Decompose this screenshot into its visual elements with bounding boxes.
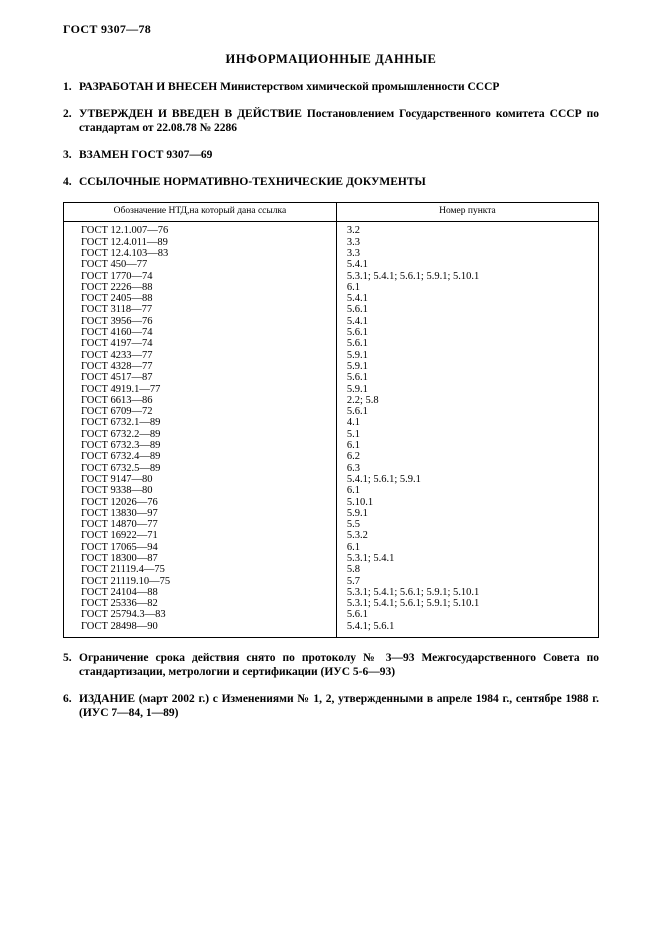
clause-number: 6.1	[346, 281, 360, 293]
column-header-designation: Обозначение НТД,на который дана ссылка	[64, 203, 337, 222]
ntd-designation: ГОСТ 21119.4—75	[64, 564, 337, 575]
item-text: ИЗДАНИЕ (март 2002 г.) с Изменениями № 1, 2, утвержденными в апреле 1984 г., сентябре 1988 г. (ИУС 7—84, 1—89)	[79, 693, 599, 720]
item-text: ВЗАМЕН ГОСТ 9307—69	[79, 149, 213, 162]
ntd-designation: ГОСТ 1770—74	[64, 271, 337, 282]
clause-number: 4.1	[346, 417, 360, 429]
clause-number: 5.7	[346, 575, 360, 587]
table-row	[64, 282, 599, 293]
table-row	[64, 508, 599, 519]
ntd-designation: ГОСТ 4919.1—77	[64, 384, 337, 395]
clause-number: 6.3	[346, 462, 360, 474]
table-row	[64, 598, 599, 609]
clause-number: 5.3.1; 5.4.1; 5.6.1; 5.9.1; 5.10.1	[346, 586, 480, 598]
table-row	[64, 338, 599, 349]
table-row	[64, 576, 599, 587]
list-item-4	[63, 175, 599, 189]
ntd-designation: ГОСТ 4197—74	[64, 338, 337, 349]
item-text: Ограничение срока действия снято по протоколу № 3—93 Межгосударственного Совета по стандартизации, метрологии и сертификации (ИУС 5-6—93)	[79, 652, 599, 679]
table-row	[64, 222, 599, 237]
ntd-designation: ГОСТ 6732.1—89	[64, 417, 337, 428]
item-text: ССЫЛОЧНЫЕ НОРМАТИВНО-ТЕХНИЧЕСКИЕ ДОКУМЕНТЫ	[79, 176, 426, 189]
ntd-designation: ГОСТ 6732.4—89	[64, 451, 337, 462]
ntd-designation: ГОСТ 16922—71	[64, 530, 337, 541]
clause-number: 3.3	[346, 247, 360, 259]
table-row	[64, 417, 599, 428]
clause-number: 5.6.1	[346, 609, 368, 621]
table-row	[64, 372, 599, 383]
clause-number: 5.6.1	[346, 304, 368, 316]
clause-number: 5.3.2	[346, 530, 368, 542]
ntd-designation: ГОСТ 12.4.011—89	[64, 237, 337, 248]
ntd-designation: ГОСТ 6732.3—89	[64, 440, 337, 451]
clause-number: 3.3	[346, 236, 360, 248]
ntd-designation: ГОСТ 4517—87	[64, 372, 337, 383]
clause-number: 5.4.1	[346, 315, 368, 327]
clause-number: 5.3.1; 5.4.1; 5.6.1; 5.9.1; 5.10.1	[346, 270, 480, 282]
table-row	[64, 350, 599, 361]
references-table	[63, 202, 599, 638]
ntd-designation: ГОСТ 25336—82	[64, 598, 337, 609]
list-item-5	[63, 651, 599, 679]
column-header-clause: Номер пункта	[336, 203, 598, 222]
table-row	[64, 406, 599, 417]
ntd-designation: ГОСТ 25794.3—83	[64, 609, 337, 620]
clause-number: 5.8	[346, 564, 360, 576]
clause-number: 5.9.1	[346, 349, 368, 361]
table-row	[64, 497, 599, 508]
ntd-designation: ГОСТ 6613—86	[64, 395, 337, 406]
item-number: 5.	[63, 652, 72, 665]
clause-number: 6.1	[346, 485, 360, 497]
ntd-designation: ГОСТ 28498—90	[64, 621, 337, 638]
clause-number: 5.6.1	[346, 338, 368, 350]
ntd-designation: ГОСТ 3956—76	[64, 316, 337, 327]
references-table-header	[64, 203, 599, 222]
ntd-designation: ГОСТ 24104—88	[64, 587, 337, 598]
clause-number: 5.9.1	[346, 507, 368, 519]
ntd-designation: ГОСТ 9338—80	[64, 485, 337, 496]
ntd-designation: ГОСТ 17065—94	[64, 542, 337, 553]
list-item-2	[63, 107, 599, 135]
clause-number: 3.2	[346, 225, 360, 237]
table-row	[64, 451, 599, 462]
clause-number: 5.9.1	[346, 383, 368, 395]
clause-number: 5.10.1	[346, 496, 374, 508]
ntd-designation: ГОСТ 450—77	[64, 259, 337, 270]
clause-number: 5.4.1	[346, 293, 368, 305]
references-table-body	[64, 222, 599, 638]
table-row	[64, 519, 599, 530]
table-row	[64, 248, 599, 259]
ntd-designation: ГОСТ 12.4.103—83	[64, 248, 337, 259]
table-row	[64, 474, 599, 485]
table-row	[64, 485, 599, 496]
list-item-3	[63, 148, 599, 162]
clause-number: 5.3.1; 5.4.1; 5.6.1; 5.9.1; 5.10.1	[346, 598, 480, 610]
table-row	[64, 429, 599, 440]
item-number: 4.	[63, 176, 72, 189]
clause-number: 6.2	[346, 451, 360, 463]
clause-number: 5.6.1	[346, 372, 368, 384]
table-row	[64, 440, 599, 451]
item-text: РАЗРАБОТАН И ВНЕСЕН Министерством химической промышленности СССР	[79, 81, 500, 93]
clause-number: 2.2; 5.8	[346, 394, 379, 406]
ntd-designation: ГОСТ 3118—77	[64, 304, 337, 315]
table-row	[64, 293, 599, 304]
clause-number: 5.3.1; 5.4.1	[346, 552, 395, 564]
clause-number: 5.5	[346, 519, 360, 531]
table-row	[64, 361, 599, 372]
item-number: 1.	[63, 81, 72, 93]
ntd-designation: ГОСТ 6709—72	[64, 406, 337, 417]
clause-number: 5.6.1	[346, 406, 368, 418]
ntd-designation: ГОСТ 12026—76	[64, 497, 337, 508]
item-number: 3.	[63, 149, 72, 162]
page-title: ИНФОРМАЦИОННЫЕ ДАННЫЕ	[225, 52, 437, 66]
table-row	[64, 237, 599, 248]
ntd-designation: ГОСТ 2405—88	[64, 293, 337, 304]
clause-number: 5.4.1; 5.6.1	[346, 620, 395, 632]
table-row	[64, 587, 599, 598]
clause-number: 5.4.1; 5.6.1; 5.9.1	[346, 473, 421, 485]
table-row	[64, 271, 599, 282]
list-item-6	[63, 692, 599, 720]
table-row	[64, 316, 599, 327]
table-row	[64, 259, 599, 270]
table-row	[64, 304, 599, 315]
table-row	[64, 327, 599, 338]
clause-number: 6.1	[346, 541, 360, 553]
table-row	[64, 621, 599, 638]
clause-number: 5.1	[346, 428, 360, 440]
ntd-designation: ГОСТ 9147—80	[64, 474, 337, 485]
table-header-row	[64, 203, 599, 222]
table-row	[64, 530, 599, 541]
list-item-1	[63, 80, 599, 94]
table-row	[64, 542, 599, 553]
ntd-designation: ГОСТ 12.1.007—76	[64, 222, 337, 237]
ntd-designation: ГОСТ 21119.10—75	[64, 576, 337, 587]
ntd-designation: ГОСТ 2226—88	[64, 282, 337, 293]
ntd-designation: ГОСТ 13830—97	[64, 508, 337, 519]
ntd-designation: ГОСТ 4328—77	[64, 361, 337, 372]
ntd-designation: ГОСТ 14870—77	[64, 519, 337, 530]
item-number: 6.	[63, 693, 72, 706]
item-text: УТВЕРЖДЕН И ВВЕДЕН В ДЕЙСТВИЕ Постановлением Государственного комитета СССР по стандартам от 22.08.78 № 2286	[79, 108, 599, 135]
ntd-designation: ГОСТ 4233—77	[64, 350, 337, 361]
ntd-designation: ГОСТ 6732.5—89	[64, 463, 337, 474]
clause-number: 6.1	[346, 440, 360, 452]
table-row	[64, 553, 599, 564]
table-row	[64, 463, 599, 474]
clause-number: 5.9.1	[346, 360, 368, 372]
table-row	[64, 384, 599, 395]
doc-number: ГОСТ 9307—78	[63, 22, 152, 36]
clause-number: 5.4.1	[346, 259, 368, 271]
ntd-designation: ГОСТ 4160—74	[64, 327, 337, 338]
table-row	[64, 564, 599, 575]
ntd-designation: ГОСТ 6732.2—89	[64, 429, 337, 440]
ntd-designation: ГОСТ 18300—87	[64, 553, 337, 564]
table-row	[64, 609, 599, 620]
clause-number: 5.6.1	[346, 327, 368, 339]
table-row	[64, 395, 599, 406]
item-number: 2.	[63, 108, 72, 121]
